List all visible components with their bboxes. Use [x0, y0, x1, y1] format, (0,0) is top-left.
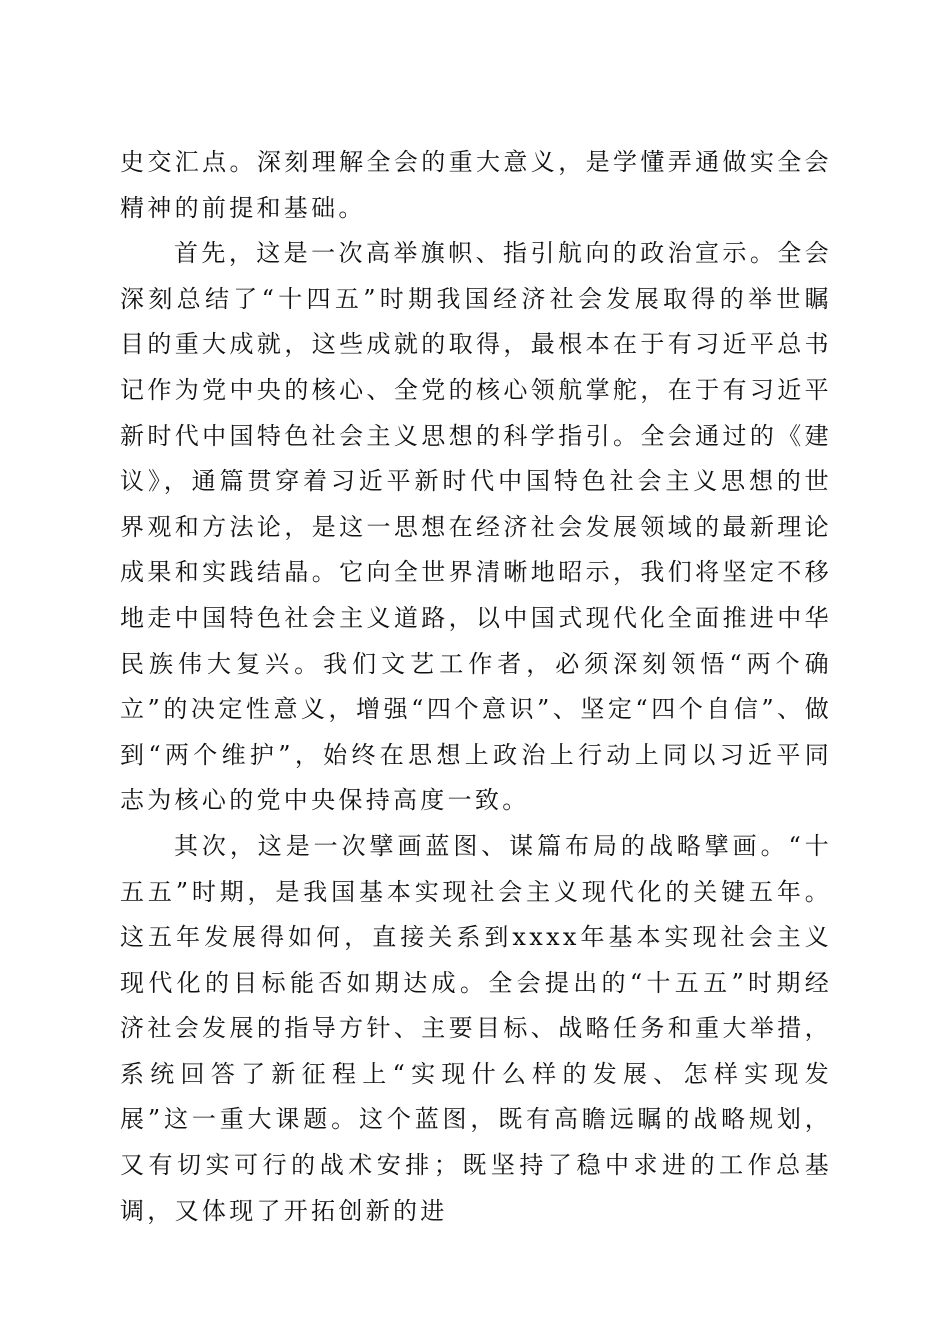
paragraph-political-declaration: 首先，这是一次高举旗帜、指引航向的政治宣示。全会深刻总结了“十四五”时期我国经济社会发展取得的举世瞩目的重大成就，这些成就的取得，最根本在于有习近平总书记作为党中央的核心、全党的核心领航掌舵，在于有习近平新时代中国特色社会主义思想的科学指引。全会通过的《建议》，通篇贯穿着习近平新时代中国特色社会主义思想的世界观和方法论，是这一思想在经济社会发展领域的最新理论成果和实践结晶。它向全世界清晰地昭示，我们将坚定不移地走中国特色社会主义道路，以中国式现代化全面推进中华民族伟大复兴。我们文艺工作者，必须深刻领悟“两个确立”的决定性意义，增强“四个意识”、坚定“四个自信”、做到“两个维护”，始终在思想上政治上行动上同以习近平同志为核心的党中央保持高度一致。 [120, 239, 832, 815]
document-body [120, 140, 832, 1234]
paragraph-continuation: 史交汇点。深刻理解全会的重大意义，是学懂弄通做实全会精神的前提和基础。 [120, 148, 832, 222]
paragraph-strategic-blueprint: 其次，这是一次擘画蓝图、谋篇布局的战略擘画。“十五五”时期，是我国基本实现社会主义现代化的关键五年。这五年发展得如何，直接关系到xxxx年基本实现社会主义现代化的目标能否如期达成。全会提出的“十五五”时期经济社会发展的指导方针、主要目标、战略任务和重大举措，系统回答了新征程上“实现什么样的发展、怎样实现发展”这一重大课题。这个蓝图，既有高瞻远瞩的战略规划，又有切实可行的战术安排；既坚持了稳中求进的工作总基调，又体现了开拓创新的进 [120, 831, 832, 1225]
